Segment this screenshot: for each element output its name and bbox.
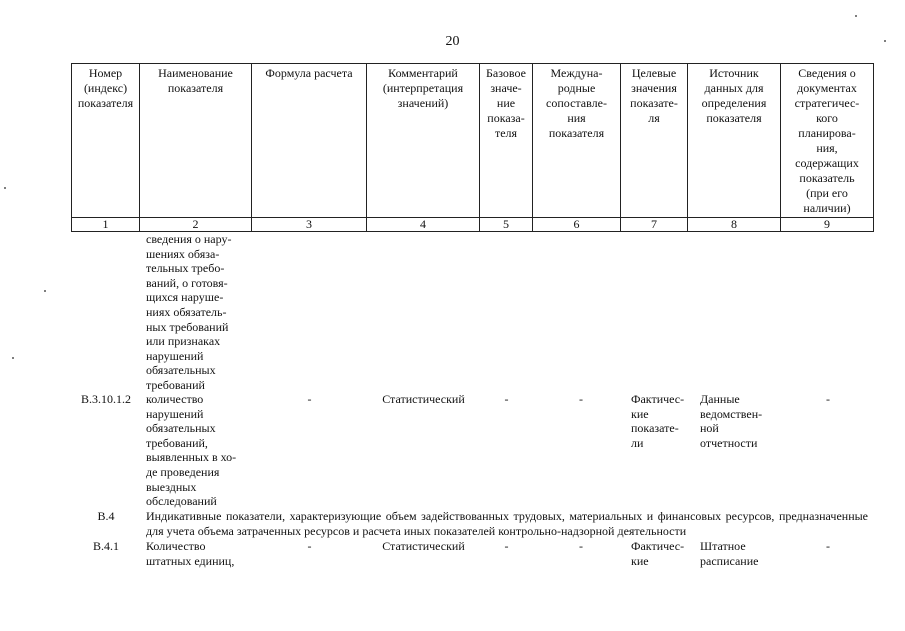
header-index: Номер (индекс) показателя [72, 64, 140, 218]
indicator-base-value: - [504, 539, 509, 553]
indicator-name: сведения о нару- шениях обяза- тельных требо- ваний, о готовя- щихся наруше- ниях обязатель- ных требований или признаках нарушений обязательных требований [146, 232, 232, 392]
column-number: 3 [252, 218, 367, 232]
scan-speck [44, 290, 46, 292]
indicator-index: В.3.10.1.2 [80, 392, 131, 406]
column-number: 6 [533, 218, 621, 232]
indicator-international: - [579, 392, 583, 406]
indicator-data-source: Штатное расписание [700, 539, 759, 568]
indicator-target-values: Фактичес- кие [631, 539, 685, 568]
header-formula: Формула расчета [252, 64, 367, 218]
column-number: 4 [367, 218, 480, 232]
indicator-base-value: - [504, 392, 509, 406]
section-index: В.4 [97, 509, 115, 523]
indicator-comment: Статистический [382, 392, 465, 406]
column-number: 8 [688, 218, 781, 232]
indicator-formula: - [307, 539, 312, 553]
column-number: 7 [621, 218, 688, 232]
column-number: 1 [72, 218, 140, 232]
indicator-data-source: Данные ведомствен- ной отчетности [700, 392, 763, 450]
scan-speck [884, 40, 886, 42]
indicator-comment: Статистический [382, 539, 465, 553]
scan-speck [12, 357, 14, 359]
scan-speck [4, 187, 6, 189]
indicators-table-header [71, 63, 874, 232]
indicator-formula: - [307, 392, 312, 406]
column-number: 5 [480, 218, 533, 232]
header-comment: Комментарий (интерпретация значений) [367, 64, 480, 218]
header-target-values: Целевые значения показате- ля [621, 64, 688, 218]
column-number: 2 [140, 218, 252, 232]
column-number-row [72, 218, 874, 232]
section-title: Индикативные показатели, характеризующие объем задействованных трудовых, материальных и финансовых ресурсов, предназначенные для учета объема затраченных ресурсов и расчета иных показателей контрольно-надзорной деятельности [146, 509, 868, 538]
indicator-name: количество нарушений обязательных требований, выявленных в хо- де проведения выездных обследований [146, 392, 237, 509]
scan-speck [855, 15, 857, 17]
indicator-target-values: Фактичес- кие показате- ли [631, 392, 685, 450]
header-name: Наименование показателя [140, 64, 252, 218]
indicator-strategic-docs: - [826, 539, 830, 553]
header-data-source: Источник данных для определения показателя [688, 64, 781, 218]
indicator-international: - [579, 539, 583, 553]
header-strategic-docs: Сведения о документах стратегичес- кого планирова- ния, содержащих показатель (при его наличии) [781, 64, 874, 218]
page-number: 20 [445, 34, 460, 49]
header-base-value: Базовое значе- ние показа- теля [480, 64, 533, 218]
column-number: 9 [781, 218, 874, 232]
header-international: Междуна- родные сопоставле- ния показателя [533, 64, 621, 218]
indicator-index: В.4.1 [92, 539, 119, 553]
indicator-strategic-docs: - [826, 392, 830, 406]
indicator-name: Количество штатных единиц, [146, 539, 235, 568]
